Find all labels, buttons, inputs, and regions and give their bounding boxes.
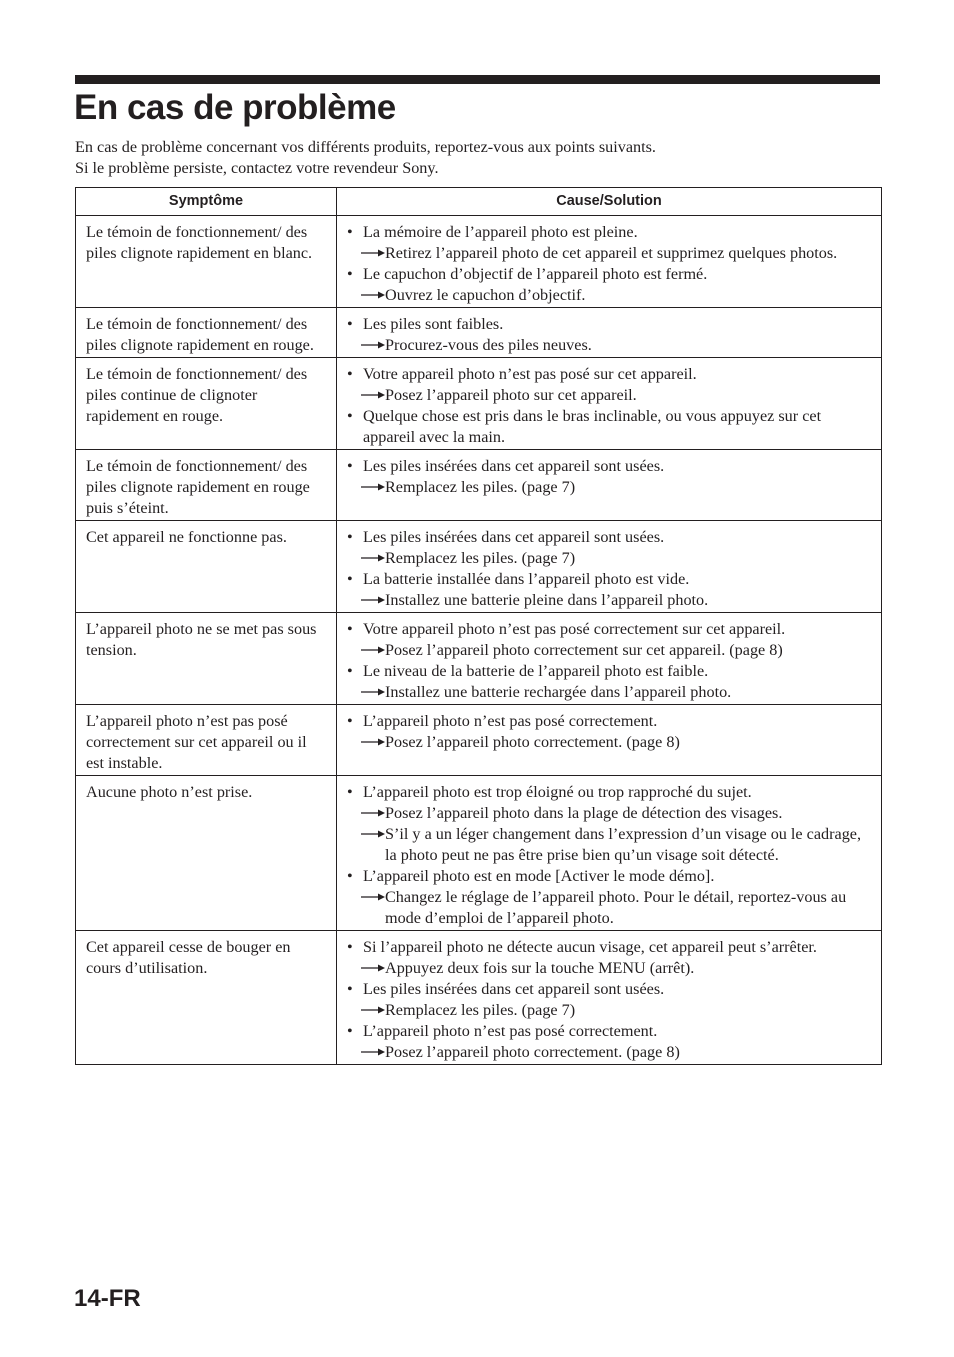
table-row xyxy=(76,308,882,358)
table-body xyxy=(76,216,882,1065)
table-row xyxy=(76,216,882,308)
problem-line xyxy=(347,1021,873,1042)
solution-text: Posez l’appareil photo sur cet appareil. xyxy=(385,386,637,404)
arrow-right-icon xyxy=(361,887,385,901)
page-title: En cas de problème xyxy=(74,88,396,127)
solution-line xyxy=(347,1042,873,1063)
cause-item xyxy=(347,406,873,448)
arrow-right-icon xyxy=(361,477,385,491)
symptom-cell: Le témoin de fonctionnement/ des piles clignote rapidement en rouge puis s’éteint. xyxy=(76,450,337,521)
solution-line xyxy=(347,243,873,264)
arrow-right-icon xyxy=(361,803,385,817)
problem-text: La batterie installée dans l’appareil photo est vide. xyxy=(363,570,690,588)
solution-line xyxy=(347,640,873,661)
intro-text xyxy=(75,137,656,179)
problem-text: L’appareil photo est trop éloigné ou trop rapproché du sujet. xyxy=(363,783,752,801)
cause-solution-cell xyxy=(337,308,882,358)
cause-item xyxy=(347,364,873,406)
cause-item xyxy=(347,866,873,929)
problem-line xyxy=(347,979,873,1000)
table-row xyxy=(76,613,882,705)
solution-line xyxy=(347,285,873,306)
solution-text: Procurez-vous des piles neuves. xyxy=(385,336,592,354)
solution-text: Installez une batterie rechargée dans l’appareil photo. xyxy=(385,683,732,701)
bullet-icon: • xyxy=(347,620,353,638)
cause-item xyxy=(347,264,873,306)
symptom-header: Symptôme xyxy=(76,188,337,216)
bullet-icon: • xyxy=(347,980,353,998)
bullet-icon: • xyxy=(347,457,353,475)
cause-solution-cell xyxy=(337,776,882,931)
arrow-right-icon xyxy=(361,732,385,746)
arrow-right-icon xyxy=(361,824,385,838)
problem-line xyxy=(347,569,873,590)
cause-item xyxy=(347,222,873,264)
cause-list xyxy=(347,314,873,356)
cause-item xyxy=(347,979,873,1021)
symptom-cell: Le témoin de fonctionnement/ des piles clignote rapidement en blanc. xyxy=(76,216,337,308)
solution-line xyxy=(347,732,873,753)
cause-list xyxy=(347,782,873,929)
problem-line xyxy=(347,527,873,548)
bullet-icon: • xyxy=(347,528,353,546)
intro-line: En cas de problème concernant vos différents produits, reportez-vous aux points suivants. xyxy=(75,138,656,156)
bullet-icon: • xyxy=(347,223,353,241)
cause-solution-header: Cause/Solution xyxy=(337,188,882,216)
symptom-cell: Cet appareil cesse de bouger en cours d’utilisation. xyxy=(76,931,337,1065)
problem-text: La mémoire de l’appareil photo est pleine. xyxy=(363,223,638,241)
symptom-cell: Le témoin de fonctionnement/ des piles clignote rapidement en rouge. xyxy=(76,308,337,358)
cause-item xyxy=(347,456,873,498)
arrow-right-icon xyxy=(361,385,385,399)
solution-text: Installez une batterie pleine dans l’appareil photo. xyxy=(385,591,709,609)
solution-text: Remplacez les piles. (page 7) xyxy=(385,1001,576,1019)
bullet-icon: • xyxy=(347,1022,353,1040)
cause-item xyxy=(347,661,873,703)
cause-item xyxy=(347,1021,873,1063)
symptom-cell: Cet appareil ne fonctionne pas. xyxy=(76,521,337,613)
problem-text: Quelque chose est pris dans le bras inclinable, ou vous appuyez sur cet appareil avec la main. xyxy=(363,407,822,446)
problem-line xyxy=(347,937,873,958)
cause-solution-cell xyxy=(337,450,882,521)
cause-item xyxy=(347,569,873,611)
problem-line xyxy=(347,456,873,477)
problem-line xyxy=(347,661,873,682)
problem-text: Votre appareil photo n’est pas posé correctement sur cet appareil. xyxy=(363,620,786,638)
arrow-right-icon xyxy=(361,243,385,257)
solution-line xyxy=(347,477,873,498)
arrow-right-icon xyxy=(361,682,385,696)
problem-line xyxy=(347,222,873,243)
problem-line xyxy=(347,866,873,887)
symptom-cell: L’appareil photo n’est pas posé correctement sur cet appareil ou il est instable. xyxy=(76,705,337,776)
cause-solution-cell xyxy=(337,613,882,705)
cause-list xyxy=(347,527,873,611)
cause-solution-cell xyxy=(337,521,882,613)
solution-text: Remplacez les piles. (page 7) xyxy=(385,549,576,567)
cause-item xyxy=(347,314,873,356)
solution-line xyxy=(347,590,873,611)
cause-solution-cell xyxy=(337,705,882,776)
cause-solution-cell xyxy=(337,931,882,1065)
bullet-icon: • xyxy=(347,712,353,730)
solution-line xyxy=(347,385,873,406)
arrow-right-icon xyxy=(361,548,385,562)
table-row xyxy=(76,776,882,931)
problem-text: Les piles insérées dans cet appareil sont usées. xyxy=(363,457,665,475)
arrow-right-icon xyxy=(361,958,385,972)
problem-line xyxy=(347,264,873,285)
cause-item xyxy=(347,937,873,979)
table-header-row xyxy=(76,188,882,216)
solution-text: Appuyez deux fois sur la touche MENU (arrêt). xyxy=(385,959,695,977)
arrow-right-icon xyxy=(361,335,385,349)
cause-item xyxy=(347,782,873,866)
solution-line xyxy=(347,335,873,356)
cause-list xyxy=(347,711,873,753)
problem-text: Le capuchon d’objectif de l’appareil photo est fermé. xyxy=(363,265,708,283)
solution-text: Remplacez les piles. (page 7) xyxy=(385,478,576,496)
solution-line xyxy=(347,548,873,569)
solution-text: Posez l’appareil photo correctement. (page 8) xyxy=(385,733,680,751)
bullet-icon: • xyxy=(347,365,353,383)
problem-line xyxy=(347,364,873,385)
solution-line xyxy=(347,682,873,703)
table-row xyxy=(76,521,882,613)
problem-line xyxy=(347,314,873,335)
arrow-right-icon xyxy=(361,590,385,604)
solution-text: Ouvrez le capuchon d’objectif. xyxy=(385,286,586,304)
solution-line xyxy=(347,1000,873,1021)
title-rule xyxy=(75,75,880,84)
problem-text: Le niveau de la batterie de l’appareil photo est faible. xyxy=(363,662,709,680)
problem-text: L’appareil photo n’est pas posé correctement. xyxy=(363,1022,658,1040)
bullet-icon: • xyxy=(347,407,353,425)
cause-list xyxy=(347,619,873,703)
cause-item xyxy=(347,711,873,753)
problem-text: Si l’appareil photo ne détecte aucun visage, cet appareil peut s’arrêter. xyxy=(363,938,817,956)
bullet-icon: • xyxy=(347,315,353,333)
cause-item xyxy=(347,527,873,569)
cause-list xyxy=(347,222,873,306)
intro-line: Si le problème persiste, contactez votre revendeur Sony. xyxy=(75,159,439,177)
bullet-icon: • xyxy=(347,867,353,885)
bullet-icon: • xyxy=(347,783,353,801)
arrow-right-icon xyxy=(361,640,385,654)
cause-solution-cell xyxy=(337,358,882,450)
table-row xyxy=(76,450,882,521)
solution-line xyxy=(347,824,873,866)
solution-text: Posez l’appareil photo dans la plage de détection des visages. xyxy=(385,804,783,822)
bullet-icon: • xyxy=(347,938,353,956)
table-row xyxy=(76,705,882,776)
solution-text: Posez l’appareil photo correctement. (page 8) xyxy=(385,1043,680,1061)
symptom-cell: L’appareil photo ne se met pas sous tension. xyxy=(76,613,337,705)
arrow-right-icon xyxy=(361,1042,385,1056)
problem-text: L’appareil photo n’est pas posé correctement. xyxy=(363,712,658,730)
solution-line xyxy=(347,803,873,824)
bullet-icon: • xyxy=(347,570,353,588)
table-row xyxy=(76,358,882,450)
cause-list xyxy=(347,456,873,498)
cause-solution-cell xyxy=(337,216,882,308)
symptom-cell: Aucune photo n’est prise. xyxy=(76,776,337,931)
solution-text: Changez le réglage de l’appareil photo. Pour le détail, reportez-vous au mode d’emploi de l’appareil photo. xyxy=(385,888,847,927)
symptom-cell: Le témoin de fonctionnement/ des piles continue de clignoter rapidement en rouge. xyxy=(76,358,337,450)
cause-list xyxy=(347,937,873,1063)
table-row xyxy=(76,931,882,1065)
problem-line xyxy=(347,782,873,803)
bullet-icon: • xyxy=(347,662,353,680)
page-number: 14-FR xyxy=(74,1285,141,1312)
arrow-right-icon xyxy=(361,1000,385,1014)
arrow-right-icon xyxy=(361,285,385,299)
problem-text: Votre appareil photo n’est pas posé sur cet appareil. xyxy=(363,365,697,383)
cause-list xyxy=(347,364,873,448)
problem-line xyxy=(347,619,873,640)
problem-text: Les piles insérées dans cet appareil sont usées. xyxy=(363,528,665,546)
problem-text: Les piles sont faibles. xyxy=(363,315,504,333)
solution-text: Retirez l’appareil photo de cet appareil et supprimez quelques photos. xyxy=(385,244,838,262)
bullet-icon: • xyxy=(347,265,353,283)
solution-line xyxy=(347,887,873,929)
problem-text: Les piles insérées dans cet appareil sont usées. xyxy=(363,980,665,998)
troubleshooting-table xyxy=(75,187,882,1065)
solution-text: S’il y a un léger changement dans l’expression d’un visage ou le cadrage, la photo peut ne pas être prise bien qu’un visage soit détecté. xyxy=(385,825,862,864)
problem-text: L’appareil photo est en mode [Activer le mode démo]. xyxy=(363,867,715,885)
problem-line xyxy=(347,406,873,448)
solution-line xyxy=(347,958,873,979)
problem-line xyxy=(347,711,873,732)
solution-text: Posez l’appareil photo correctement sur cet appareil. (page 8) xyxy=(385,641,783,659)
cause-item xyxy=(347,619,873,661)
